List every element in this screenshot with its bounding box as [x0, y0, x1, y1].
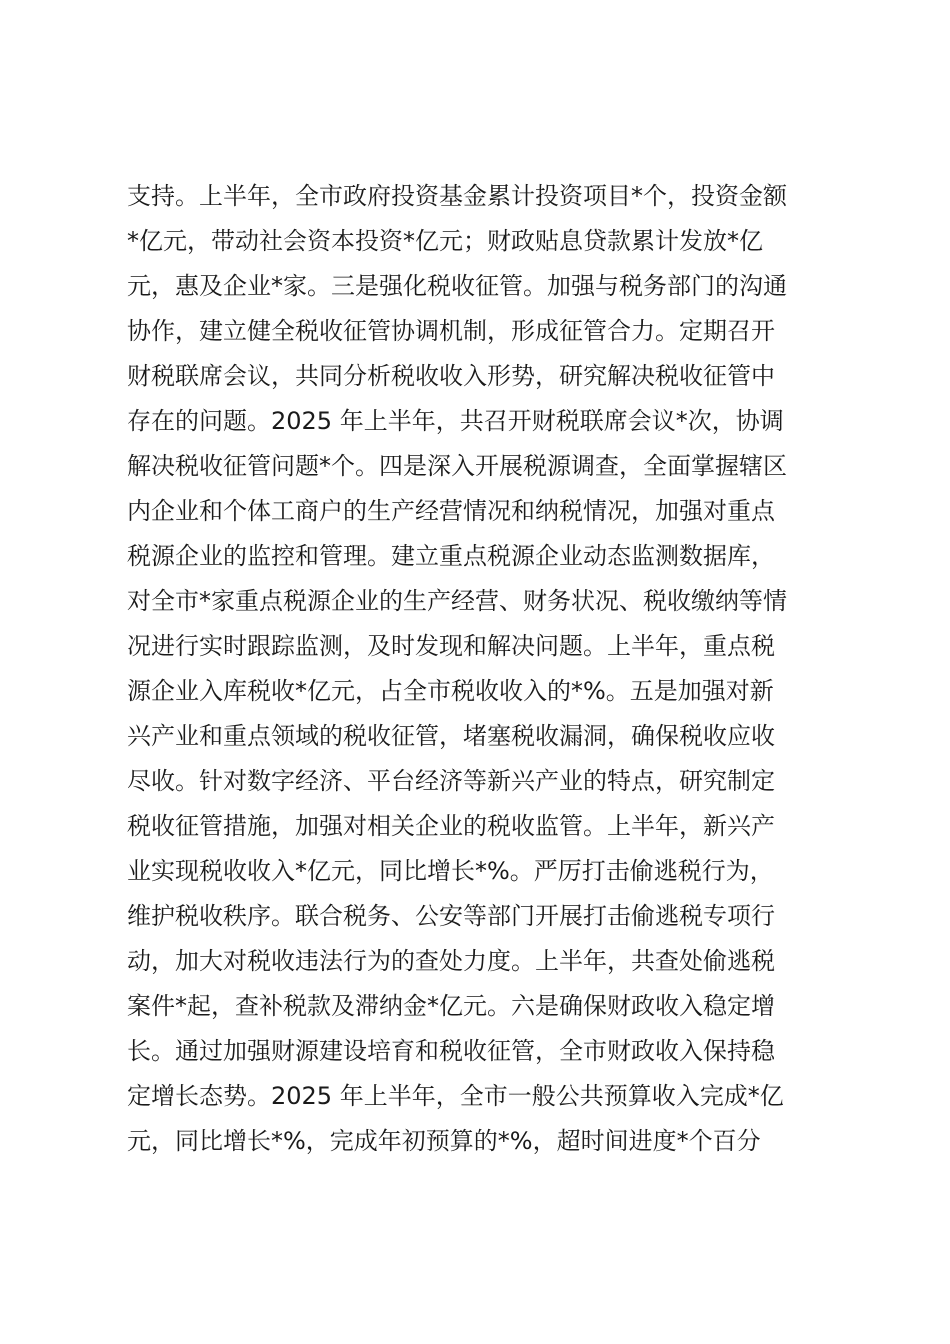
text-line: 长。通过加强财源建设培育和税收征管，全市财政收入保持稳 — [127, 1037, 775, 1065]
text-line: 维护税收秩序。联合税务、公安等部门开展打击偷逃税专项行 — [127, 902, 775, 930]
text-line: 支持。上半年，全市政府投资基金累计投资项目*个，投资金额 — [127, 182, 787, 210]
text-line: 税源企业的监控和管理。建立重点税源企业动态监测数据库， — [127, 542, 775, 570]
text-line: 况进行实时跟踪监测，及时发现和解决问题。上半年，重点税 — [127, 632, 775, 660]
text-line: 源企业入库税收*亿元，占全市税收收入的*%。五是加强对新 — [127, 677, 774, 705]
text-line: 存在的问题。2025 年上半年，共召开财税联席会议*次，协调 — [127, 407, 784, 435]
text-line: 解决税收征管问题*个。四是深入开展税源调查，全面掌握辖区 — [127, 452, 787, 480]
text-line: 兴产业和重点领域的税收征管，堵塞税收漏洞，确保税收应收 — [127, 722, 775, 750]
text-line: 内企业和个体工商户的生产经营情况和纳税情况，加强对重点 — [127, 497, 775, 525]
text-line: 案件*起，查补税款及滞纳金*亿元。六是确保财政收入稳定增 — [127, 992, 775, 1020]
text-line: 财税联席会议，共同分析税收收入形势，研究解决税收征管中 — [127, 362, 775, 390]
body-text — [127, 174, 832, 1164]
text-line: 协作，建立健全税收征管协调机制，形成征管合力。定期召开 — [127, 317, 775, 345]
text-line: 税收征管措施，加强对相关企业的税收监管。上半年，新兴产 — [127, 812, 775, 840]
text-line: 动，加大对税收违法行为的查处力度。上半年，共查处偷逃税 — [127, 947, 775, 975]
text-line: 对全市*家重点税源企业的生产经营、财务状况、税收缴纳等情 — [127, 587, 787, 615]
text-line: 元，惠及企业*家。三是强化税收征管。加强与税务部门的沟通 — [127, 272, 787, 300]
text-line: 业实现税收收入*亿元，同比增长*%。严厉打击偷逃税行为， — [127, 857, 774, 885]
text-line: 尽收。针对数字经济、平台经济等新兴产业的特点，研究制定 — [127, 767, 775, 795]
text-line: 定增长态势。2025 年上半年，全市一般公共预算收入完成*亿 — [127, 1082, 784, 1110]
text-line: 元，同比增长*%，完成年初预算的*%，超时间进度*个百分 — [127, 1127, 761, 1155]
text-line: *亿元，带动社会资本投资*亿元；财政贴息贷款累计发放*亿 — [127, 227, 763, 255]
